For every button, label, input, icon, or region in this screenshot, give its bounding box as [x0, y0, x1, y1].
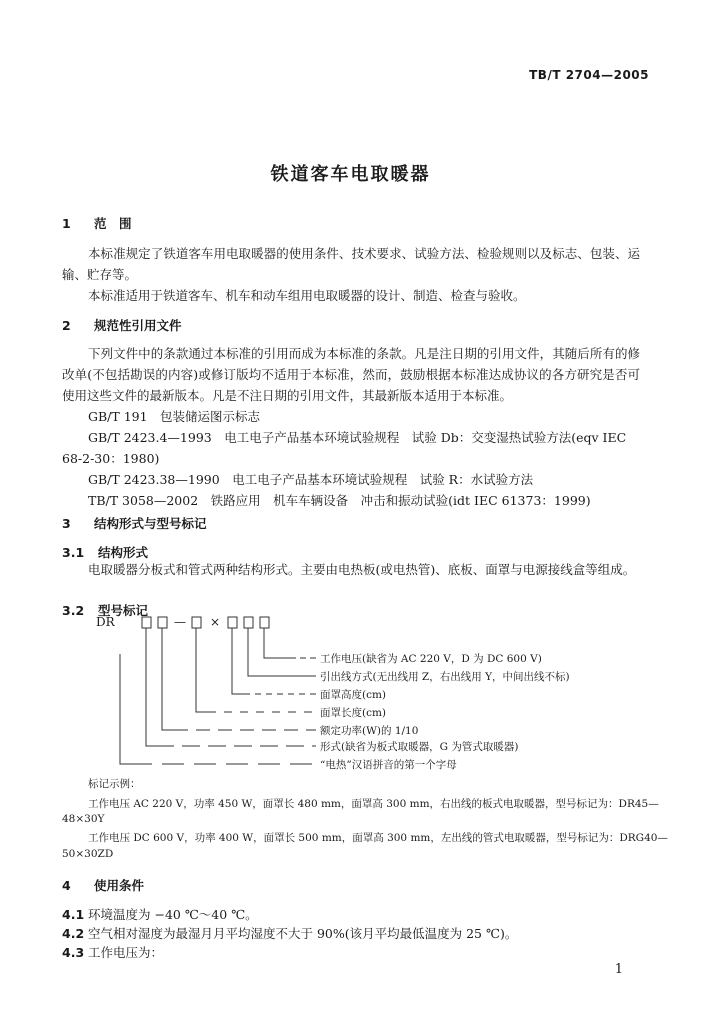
subsection-3-1-paragraph: 电取暖器分板式和管式两种结构形式。主要由电热板(或电热管)、底板、面罩与电源接线盒等组成。 [88, 562, 636, 577]
section-title: 使用条件 [94, 878, 145, 893]
section-number: 1 [62, 216, 71, 231]
label-rated-power: 额定功率(W)的 1/10 [320, 725, 419, 737]
subsection-title: 结构形式 [98, 545, 149, 560]
leader-line [248, 628, 316, 676]
example-1-line-2: 48×30Y [62, 813, 105, 825]
section-number: 2 [62, 318, 71, 333]
item-text: 空气相对湿度为最湿月月平均湿度不大于 90%(该月平均最低温度为 25 ℃)。 [88, 926, 518, 941]
label-cover-height: 面罩高度(cm) [320, 689, 387, 701]
model-prefix: DR [96, 615, 115, 629]
section-number: 4 [62, 878, 71, 893]
placeholder-box [192, 617, 201, 628]
leader-line [146, 628, 156, 746]
section-1-paragraph-1: 本标准规定了铁道客车用电取暖器的使用条件、技术要求、试验方法、检验规则以及标志、包装、运输、贮存等。 [62, 246, 640, 282]
leader-line [196, 628, 208, 712]
reference-item: GB/T 191 包装储运图示标志 [88, 409, 261, 424]
item-number: 4.2 [62, 926, 85, 941]
subsection-number: 3.2 [62, 603, 85, 618]
placeholder-box [228, 617, 237, 628]
section-2-heading [62, 316, 182, 334]
placeholder-box [142, 617, 151, 628]
example-2-line-1: 工作电压 DC 600 V，功率 400 W，面罩长 500 mm，面罩高 300 mm，左出线的管式电取暖器，型号标记为：DRG40— [88, 832, 668, 844]
label-lead-out-mode: 引出线方式(无出线用 Z，右出线用 Y，中间出线不标) [320, 671, 570, 683]
leader-line [162, 628, 174, 730]
leader-line [264, 628, 290, 658]
example-1-line-1: 工作电压 AC 220 V，功率 450 W，面罩长 480 mm，面罩高 300 mm，右出线的板式电取暖器，型号标记为：DR45— [88, 798, 659, 810]
placeholder-box [158, 617, 167, 628]
condition-item [62, 924, 517, 942]
model-dash-symbol: — [174, 615, 186, 629]
section-number: 3 [62, 516, 71, 531]
page-title: 铁道客车电取暖器 [270, 164, 431, 185]
example-title: 标记示例： [88, 778, 141, 790]
section-1-paragraph-2: 本标准适用于铁道客车、机车和动车组用电取暖器的设计、制造、检查与验收。 [88, 288, 526, 303]
section-title: 范 围 [94, 216, 132, 231]
section-title: 规范性引用文件 [94, 318, 182, 333]
document-code: TB/T 2704—2005 [529, 68, 649, 82]
section-4-heading [62, 876, 144, 894]
leader-line [232, 628, 244, 694]
item-number: 4.3 [62, 945, 85, 960]
placeholder-box [260, 617, 269, 628]
condition-item [62, 905, 258, 923]
reference-item: GB/T 2423.4—1993 电工电子产品基本环境试验规程 试验 Db：交变湿热试验方法(eqv IEC [88, 430, 627, 445]
condition-item [62, 943, 163, 961]
section-title: 结构形式与型号标记 [94, 516, 207, 531]
section-2-paragraph-1: 下列文件中的条款通过本标准的引用而成为本标准的条款。凡是注日期的引用文件，其随后所有的修改单(不包括勘误的内容)或修订版均不适用于本标准，然而，鼓励根据本标准达成协议的各方研究是否可使用这些文件的最新版本。凡是不注日期的引用文件，其最新版本适用于本标准。 [62, 346, 640, 403]
reference-item: TB/T 3058—2002 铁路应用 机车车辆设备 冲击和振动试验(idt IEC 61373：1999) [88, 493, 591, 508]
label-cover-length: 面罩长度(cm) [320, 707, 387, 719]
example-2-line-2: 50×30ZD [62, 848, 114, 860]
leader-line [120, 654, 130, 764]
label-pinyin-initial: “电热”汉语拼音的第一个字母 [320, 759, 457, 771]
subsection-number: 3.1 [62, 545, 85, 560]
placeholder-box [244, 617, 253, 628]
model-times-symbol: × [210, 615, 221, 629]
item-number: 4.1 [62, 907, 85, 922]
reference-item: GB/T 2423.38—1990 电工电子产品基本环境试验规程 试验 R：水试验方法 [88, 472, 534, 487]
label-working-voltage: 工作电压(缺省为 AC 220 V，D 为 DC 600 V) [320, 653, 542, 665]
reference-item-continued: 68-2-30：1980) [62, 451, 160, 466]
subsection-title: 型号标记 [98, 603, 149, 618]
section-1-heading [62, 214, 132, 232]
item-text: 工作电压为： [88, 945, 164, 960]
item-text: 环境温度为 −40 ℃～40 ℃。 [88, 907, 258, 922]
label-form: 形式(缺省为板式取暖器，G 为管式取暖器) [320, 741, 519, 753]
model-designation-diagram [94, 614, 574, 772]
page-number: 1 [614, 962, 623, 977]
section-3-heading [62, 514, 207, 532]
